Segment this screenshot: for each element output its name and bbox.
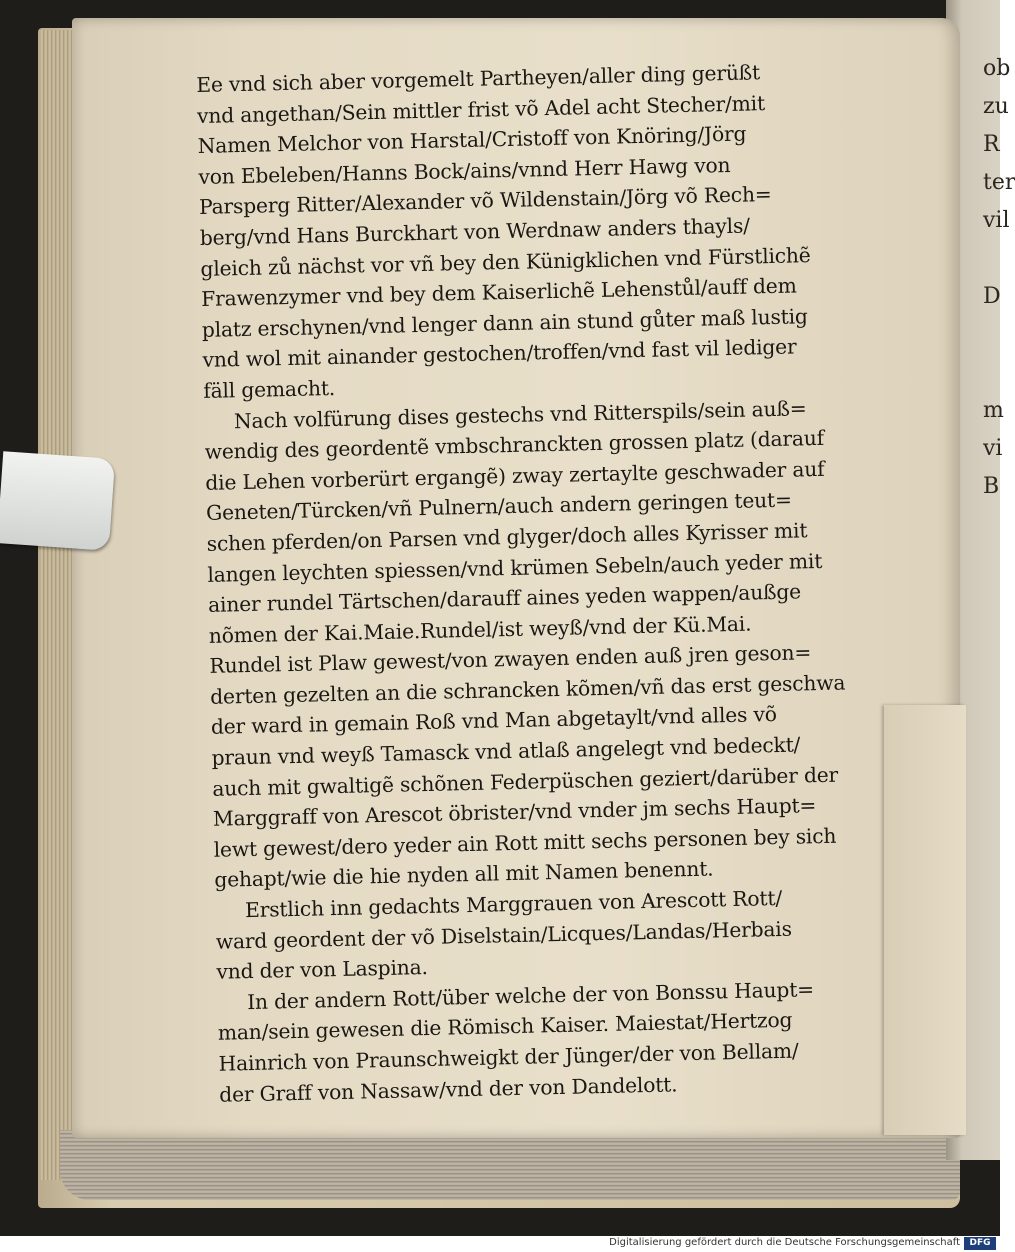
text-line: die Lehen vorberürt ergangẽ) zway zertaylte geschwader auf [205,456,825,495]
text-line: Erstlich inn gedachts Marggrauen von Arescott Rott/ [244,885,783,923]
paper-tag [0,451,115,551]
text-line: Nach volfürung dises gestechs vnd Ritterspils/sein auß= [233,395,807,433]
text-line: In der andern Rott/über welche der von Bonssu Haupt= [246,977,815,1014]
text-line: vnd angethan/Sein mittler frist võ Adel acht Stecher/mit [196,90,766,128]
text-line: der ward in gemain Roß vnd Man abgetaylt/vnd alles võ [210,702,778,740]
text-line: fäll gemacht. [203,375,336,403]
bottom-page-edges [60,1130,960,1200]
footer-bar [0,1236,1000,1252]
text-line: gehapt/wie die hie nyden all mit Namen benennt. [214,856,714,893]
text-line: wendig des geordentẽ vmbschranckten grossen platz (darauf [204,425,825,465]
text-line: Marggraff von Arescot öbrister/vnd vnder jm sechs Haupt= [212,793,817,832]
text-line: gleich zů nächst vor vñ bey den Künigklichen vnd Fürstlichẽ [200,242,811,281]
page-text [196,55,884,1110]
text-line: schen pferden/on Parsen vnd glyger/doch alles Kyrisser mit [206,518,808,556]
facing-page-text: ob zu R ter vil D m vi B [983,56,1015,499]
text-line: Rundel ist Plaw gewest/von zwayen enden auß jren geson= [209,640,812,679]
text-line: nõmen der Kai.Maie.Rundel/ist weyß/vnd der Kü.Mai. [208,611,752,648]
text-line: ainer rundel Tärtschen/darauff aines yeden wappen/außge [207,579,802,617]
text-line: vnd der von Laspina. [216,955,428,984]
text-line: Hainrich von Praunschweigkt der Jünger/der von Bellam/ [218,1038,799,1076]
text-line: praun vnd weyß Tamasck vnd atlaß angelegt vnd bedeckt/ [211,732,801,770]
text-line: derten gezelten an die schrancken kõmen/vñ das erst geschwa [209,670,846,709]
text-line: von Ebeleben/Hanns Bock/ains/vnnd Herr Hawg von [198,152,731,189]
text-line: Frawenzymer vnd bey dem Kaiserlichẽ Lehenstůl/auff dem [200,273,797,312]
text-line: der Graff von Nassaw/vnd der von Dandelott. [218,1071,678,1107]
text-line: auch mit gwaltigẽ schõnen Federpüschen geziert/darüber der [212,762,839,801]
footer-credit: Digitalisierung gefördert durch die Deutsche Forschungsgemeinschaft [609,1237,960,1248]
text-line: Geneten/Türcken/vñ Pulnern/auch andern geringen teut= [205,487,792,526]
left-page-edges [40,30,76,1180]
text-line: vnd wol mit ainander gestochen/troffen/vnd fast vil lediger [202,334,797,373]
text-line: berg/vnd Hans Burckhart von Werdnaw anders thayls/ [199,213,751,250]
text-line: Namen Melchor von Harstal/Cristoff von Knöring/Jörg [197,121,747,159]
text-line: ward geordent der võ Diselstain/Licques/Landas/Herbais [215,916,793,954]
text-line: lewt gewest/dero yeder ain Rott mitt sechs personen bey sich [213,823,837,862]
dfg-logo: DFG [964,1237,996,1250]
text-line: langen leychten spiessen/vnd krümen Sebeln/auch yeder mit [207,548,823,587]
text-line: platz erschynen/vnd lenger dann ain stund gůter maß lustig [201,303,808,342]
text-line: man/sein gewesen die Römisch Kaiser. Maiestat/Hertzog [217,1008,793,1046]
paper-strip [884,705,966,1135]
text-line: Ee vnd sich aber vorgemelt Partheyen/aller ding gerüßt [196,60,761,97]
text-line: Parsperg Ritter/Alexander võ Wildenstain/Jörg võ Rech= [198,182,772,220]
